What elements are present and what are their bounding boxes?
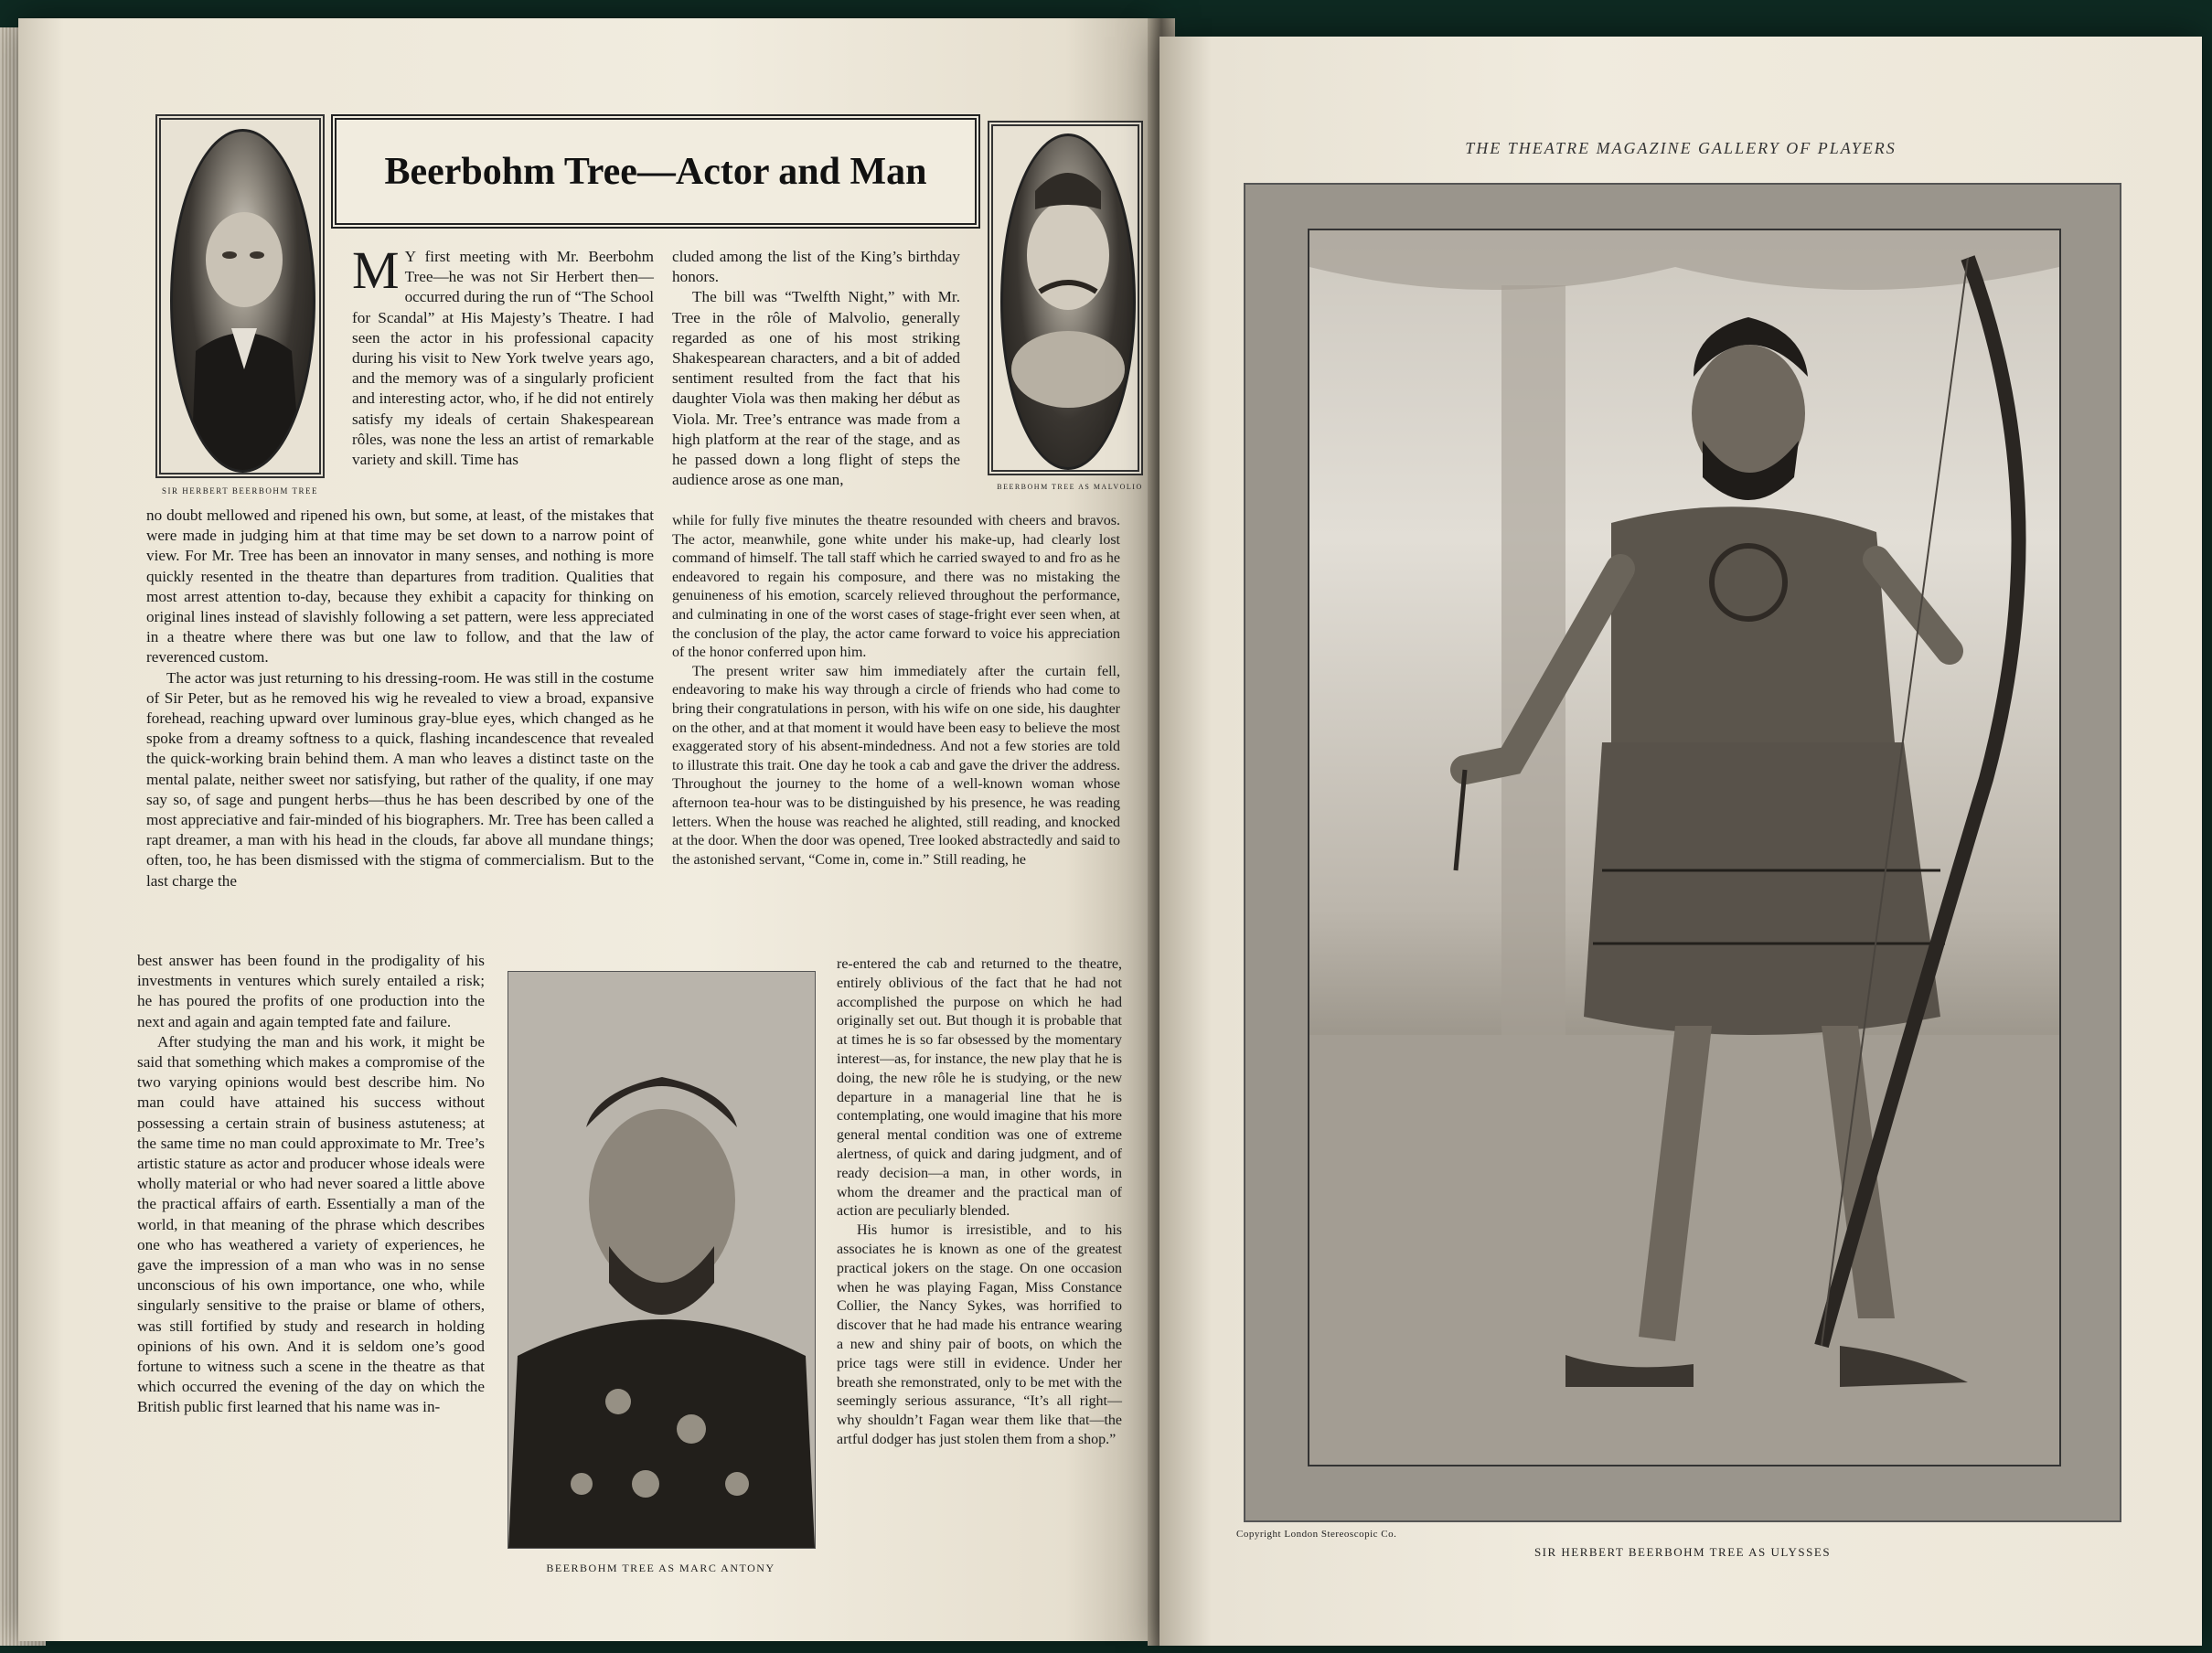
ulysses-figure (1309, 230, 2059, 1465)
drop-cap: M (352, 240, 400, 300)
col2-continuation: cluded among the list of the King’s birthday honors. (672, 248, 960, 286)
col2-paragraph-twelfth-night: The bill was “Twelfth Night,” with Mr. Tree in the rôle of Malvolio, generally regarded as one of his most striking Shakespearean characters, and a bit of added sentiment resulted from the fact that his daughter Viola was then making her début as Viola. Mr. Tree’s entrance was made from a high platform at the rear of the stage, and as he passed down a long flight of steps the audience arose as one man, (672, 288, 960, 489)
marc-antony-figure (508, 972, 815, 1548)
col2-paragraph-cheers: while for fully five minutes the theatre resounded with cheers and bravos. The actor, meanwhile, gone white under his make-up, had clearly lost command of himself. The tall staff which he carried swayed to and fro as he endeavored to regain his composure, and there was no mistaking the genuineness of his emotion, scarcely relieved throughout the performance, and culminating in one of the worst cases of stage-fright ever seen when, at the conclusion of the play, the actor came forward to voice his appreciation of the honor conferred upon him. (672, 513, 1120, 661)
paragraph-3: After studying the man and his work, it might be said that something which makes a compromise of the two varying opinions would best describe him. No man could have attained his success without possessing a certain strain of business astuteness; at the same time no man could approximate to Mr. Tree’s artistic stature as actor and producer whose ideals were wholly material or who had never soared a little above the practical affairs of earth. Essentially a man of the world, in that meaning of the phrase which describes one who has weathered a variety of experiences, he gave the impression of a man who was in no sense unconscious of his own importance, one who, while singularly sensitive to the praise or blame of others, was still fortified by study and research in holding opinions of his own. And it is seldom one’s good fortune to witness such a scene in the theatre as that which occurred the evening of the day on which the British public first learned that his name was in- (137, 1032, 485, 1416)
article-col2-bottom (837, 955, 1122, 1450)
article-col1-wide (146, 506, 654, 891)
portrait-right-caption: BEERBOHM TREE AS MALVOLIO (997, 483, 1143, 491)
article-title-box (331, 114, 980, 229)
portrait-figure (173, 132, 313, 470)
article-col1-lead (352, 240, 654, 470)
col2-paragraph-humor: His humor is irresistible, and to his associates he is known as one of the greatest practical jokers on the stage. On one occasion when he was playing Fagan, Miss Constance Collier, the Nancy Sykes, was horrified to discover that he had made his entrance wearing a new and shiny pair of boots, on which the price tags were still in evidence. Under her breath she remonstrated, only to be met with the seemingly serious assurance, “It’s all right—why shouldn’t Fagan wear them like that—the artful dodger has just stolen them from a shop.” (837, 1222, 1122, 1447)
article-title: Beerbohm Tree—Actor and Man (384, 150, 927, 193)
paragraph-2: The actor was just returning to his dressing-room. He was still in the costume of Sir Peter, but as he removed his wig he revealed to view a broad, expansive forehead, reaching upward over luminous gray-blue eyes, which changed as he spoke from a dreamy softness to a quick, flashing incandescence that revealed the quick-working brain behind them. A man who leaves a distinct taste on the mental palate, neither sweet nor satisfying, but rather of the quality, if one may say so, of sage and pungent herbs—thus he has been described by one of the most appreciative and fair-minded of his biographers. Mr. Tree has been called a rapt dreamer, a man with his head in the clouds, far above all mundane things; often, too, he has been dismissed with the stigma of commercialism. But to the last charge the (146, 668, 654, 890)
paragraph-narrow: best answer has been found in the prodigality of his investments in ventures which surely entailed a risk; he has poured the profits of one production into the next and again and again tempted fate and failure. (137, 952, 485, 1030)
article-col1-narrow (137, 951, 485, 1418)
photo-marc-antony-caption: BEERBOHM TREE AS MARC ANTONY (546, 1562, 775, 1574)
article-col2-top (672, 247, 960, 490)
copyright-credit: Copyright London Stereoscopic Co. (1236, 1529, 1397, 1540)
portrait-frame-right (988, 121, 1143, 475)
gallery-header: THE THEATRE MAGAZINE GALLERY OF PLAYERS (1465, 139, 1897, 157)
col2-paragraph-writer: The present writer saw him immediately after the curtain fell, endeavoring to make his way through a circle of friends who had come to bring their congratulations in person, with his wife on one side, his daughter on the other, and at that moment it would have been easy to believe the most exaggerated story of his absent-mindedness. And not a few stories are told to illustrate this trait. One day he took a cab and gave the driver the address. Throughout the journey to the home of a well-known woman whose afternoon tea-hour was to be distinguished by his presence, he was reading letters. When the house was reached he alighted, still reading, and knocked at the door. When the door was opened, Tree looked abstractedly and said to the astonished servant, “Come in, come in.” Still reading, he (672, 663, 1120, 868)
lead-paragraph: Y first meeting with Mr. Beerbohm Tree—he was not Sir Herbert then—occurred during the run of “The School for Scandal” at His Majesty’s Theatre. I had seen the actor in his professional capacity during his visit to New York twelve years ago, and the memory was of a singularly proficient and interesting actor, who, if he did not entirely satisfy my ideals of certain Shakespearean rôles, was none the less an artist of remarkable variety and skill. Time has (352, 248, 654, 469)
portrait-left-caption: SIR HERBERT BEERBOHM TREE (162, 486, 318, 496)
photo-marc-antony (508, 971, 816, 1549)
col2-paragraph-reentered: re-entered the cab and returned to the theatre, entirely oblivious of the fact that he had not accomplished the purpose on which he had originally set out. But though it is probable that at times he is so far obsessed by the momentary interest—as, for instance, the new play that he is doing, the new rôle he is studying, or the new departure in a managerial line that he is contemplating, one would imagine that his more general mental condition was one of extreme alertness, of quick and daring judgment, and of ready decision—a man, in other words, in whom the dreamer and the practical man of action are peculiarly blended. (837, 956, 1122, 1220)
article-col2-mid (672, 512, 1120, 869)
portrait-frame-left (155, 114, 325, 478)
ulysses-caption: SIR HERBERT BEERBOHM TREE AS ULYSSES (1533, 1545, 1832, 1559)
portrait-photo-malvolio (1000, 133, 1136, 470)
paragraph-wide: no doubt mellowed and ripened his own, but some, at least, of the mistakes that were made in judging him at that time may be set down to a narrow point of view. For Mr. Tree has been an innovator in many senses, and nothing is more quickly resented in the theatre than departures from tradition. Qualities that most arrest attention to-day, because they exhibit a capacity for thinking on original lines instead of slavishly following a set pattern, were less appreciated in a theatre where there was but one law to follow, and that the law of reverenced custom. (146, 507, 654, 667)
photo-ulysses (1308, 229, 2061, 1466)
malvolio-figure (1003, 136, 1133, 467)
portrait-photo-sir-herbert (170, 129, 315, 473)
